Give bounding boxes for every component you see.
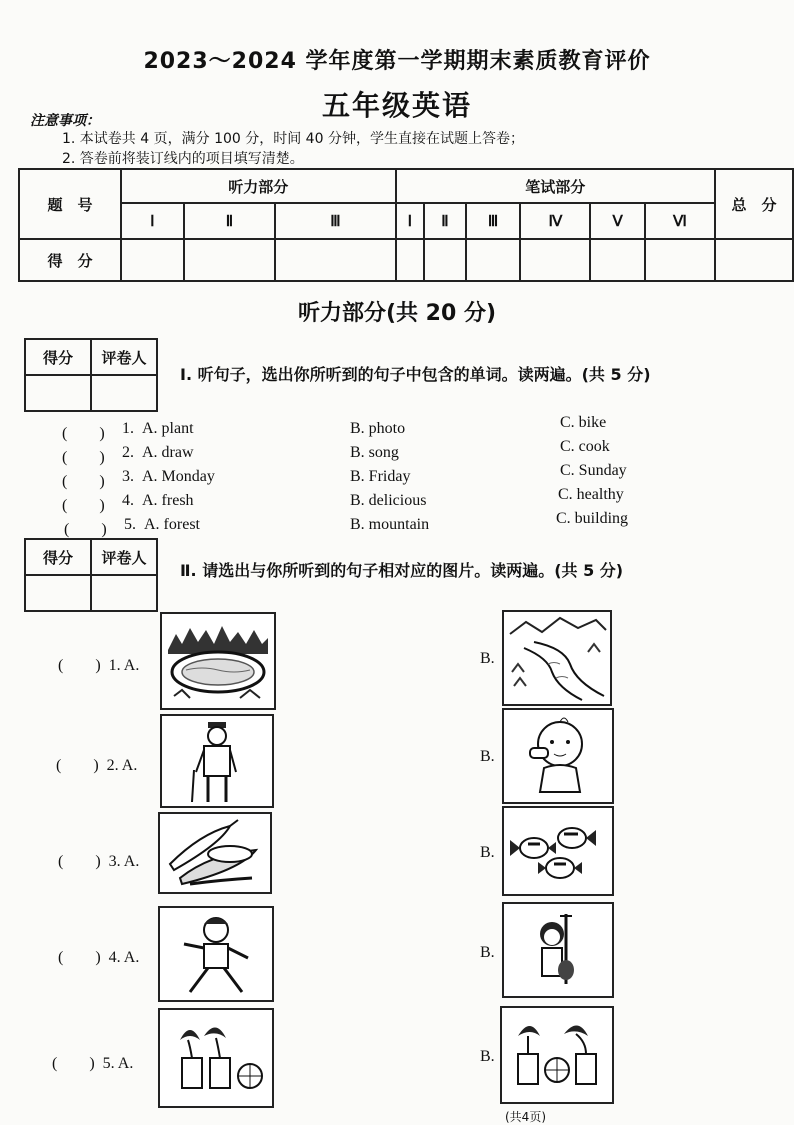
score-table <box>18 168 794 282</box>
answer-paren[interactable]: ( ) <box>62 425 105 442</box>
option-b: B. delicious <box>350 492 427 509</box>
question-row <box>0 510 794 540</box>
grader-box-2 <box>24 538 158 612</box>
col-writing-3: Ⅲ <box>466 203 521 239</box>
col-writing-4: Ⅳ <box>520 203 590 239</box>
answer-paren[interactable]: ( ) <box>62 497 105 514</box>
row-label-question-no: 题 号 <box>19 169 121 239</box>
listening-group-header: 听力部分 <box>121 169 396 203</box>
col-writing-1: Ⅰ <box>396 203 425 239</box>
grader-name-label: 评卷人 <box>91 339 157 375</box>
option-c: C. Sunday <box>560 462 627 479</box>
picture-old-man[interactable] <box>160 714 274 808</box>
notes-label: 注意事项： <box>30 113 100 129</box>
picture-label-b: B. <box>480 748 495 765</box>
score-cell[interactable] <box>275 239 395 281</box>
question-number: 2. <box>122 444 134 461</box>
section-1-title: Ⅰ. 听句子，选出你所听到的句子中包含的单词。读两遍。(共 5 分) <box>180 365 651 384</box>
answer-paren[interactable]: ( ) <box>62 473 105 490</box>
picture-label-b: B. <box>480 1048 495 1065</box>
col-listening-3: Ⅲ <box>275 203 395 239</box>
answer-paren[interactable]: ( ) <box>58 657 101 674</box>
option-a: A. Monday <box>142 468 215 485</box>
vegetables-image-icon <box>160 814 270 892</box>
picture-label-a: 4. A. <box>108 949 140 966</box>
answer-paren[interactable]: ( ) <box>58 949 101 966</box>
score-cell[interactable] <box>645 239 715 281</box>
writing-group-header: 笔试部分 <box>396 169 715 203</box>
option-a: A. draw <box>142 444 194 461</box>
picture-plants-ball-b[interactable] <box>500 1006 614 1104</box>
section-2-title: Ⅱ. 请选出与你所听到的句子相对应的图片。读两遍。(共 5 分) <box>180 561 624 580</box>
question-number: 1. <box>122 420 134 437</box>
grader-score-label: 得分 <box>25 539 91 575</box>
col-listening-2: Ⅱ <box>184 203 276 239</box>
picture-candies[interactable] <box>502 806 614 896</box>
note-item-2: 2. 答卷前将装订线内的项目填写清楚。 <box>62 151 304 167</box>
score-cell[interactable] <box>590 239 644 281</box>
col-writing-2: Ⅱ <box>424 203 466 239</box>
option-b: B. song <box>350 444 399 461</box>
grader-score-cell[interactable] <box>25 575 91 611</box>
listening-section-title: 听力部分(共 20 分) <box>297 301 497 326</box>
total-score-cell[interactable] <box>715 239 793 281</box>
plants-ball-b-image-icon <box>502 1008 612 1102</box>
question-row <box>0 462 794 492</box>
score-cell[interactable] <box>184 239 276 281</box>
question-number: 4. <box>122 492 134 509</box>
grader-name-cell[interactable] <box>91 375 157 411</box>
baby-image-icon <box>504 710 612 802</box>
question-number: 3. <box>122 468 134 485</box>
picture-kung-fu-boy[interactable] <box>158 906 274 1002</box>
total-header: 总 分 <box>715 169 793 239</box>
option-c: C. bike <box>560 414 607 431</box>
grader-name-label: 评卷人 <box>91 539 157 575</box>
river-image-icon <box>504 612 610 704</box>
picture-label-a: 1. A. <box>108 657 140 674</box>
answer-paren[interactable]: ( ) <box>58 853 101 870</box>
question-row <box>0 438 794 468</box>
picture-baby[interactable] <box>502 708 614 804</box>
note-item-1: 1. 本试卷共 4 页，满分 100 分，时间 40 分钟，学生直接在试题上答卷； <box>62 131 524 147</box>
answer-paren[interactable]: ( ) <box>64 521 107 538</box>
option-a: A. fresh <box>142 492 194 509</box>
picture-label-a: 3. A. <box>108 853 140 870</box>
exam-title: 2023～2024 学年度第一学期期末素质教育评价 <box>143 49 651 74</box>
candies-image-icon <box>504 808 612 894</box>
old-man-image-icon <box>162 716 272 806</box>
col-writing-6: Ⅵ <box>645 203 715 239</box>
picture-question-2 <box>56 752 176 775</box>
grader-score-cell[interactable] <box>25 375 91 411</box>
option-c: C. cook <box>560 438 610 455</box>
question-number: 5. <box>124 516 136 533</box>
picture-river[interactable] <box>502 610 612 706</box>
col-writing-5: Ⅴ <box>590 203 644 239</box>
grader-score-label: 得分 <box>25 339 91 375</box>
option-b: B. mountain <box>350 516 430 533</box>
score-cell[interactable] <box>424 239 466 281</box>
girl-instrument-image-icon <box>504 904 612 996</box>
score-cell[interactable] <box>466 239 521 281</box>
answer-paren[interactable]: ( ) <box>52 1055 95 1072</box>
plants-ball-image-icon <box>160 1010 272 1106</box>
score-cell[interactable] <box>520 239 590 281</box>
option-a: A. plant <box>142 420 194 437</box>
picture-lake[interactable] <box>160 612 276 710</box>
row-label-score: 得 分 <box>19 239 121 281</box>
answer-paren[interactable]: ( ) <box>62 449 105 466</box>
picture-label-b: B. <box>480 944 495 961</box>
picture-girl-instrument[interactable] <box>502 902 614 998</box>
exam-subtitle: 五年级英语 <box>321 89 472 122</box>
grader-name-cell[interactable] <box>91 575 157 611</box>
picture-question-5 <box>52 1050 172 1073</box>
picture-plants-ball-a[interactable] <box>158 1008 274 1108</box>
question-row <box>0 414 794 444</box>
picture-label-b: B. <box>480 650 495 667</box>
option-a: A. forest <box>144 516 200 533</box>
kung-fu-boy-image-icon <box>160 908 272 1000</box>
answer-paren[interactable]: ( ) <box>56 757 99 774</box>
picture-label-a: 5. A. <box>102 1055 134 1072</box>
option-c: C. healthy <box>558 486 624 503</box>
score-cell[interactable] <box>121 239 184 281</box>
option-b: B. Friday <box>350 468 411 485</box>
lake-image-icon <box>162 614 274 708</box>
question-row <box>0 486 794 516</box>
grader-box-1 <box>24 338 158 412</box>
score-cell[interactable] <box>396 239 425 281</box>
page-footer: (共4页) <box>505 1110 546 1124</box>
col-listening-1: Ⅰ <box>121 203 184 239</box>
option-b: B. photo <box>350 420 406 437</box>
option-c: C. building <box>556 510 629 527</box>
picture-vegetables[interactable] <box>158 812 272 894</box>
picture-label-a: 2. A. <box>106 757 138 774</box>
picture-label-b: B. <box>480 844 495 861</box>
